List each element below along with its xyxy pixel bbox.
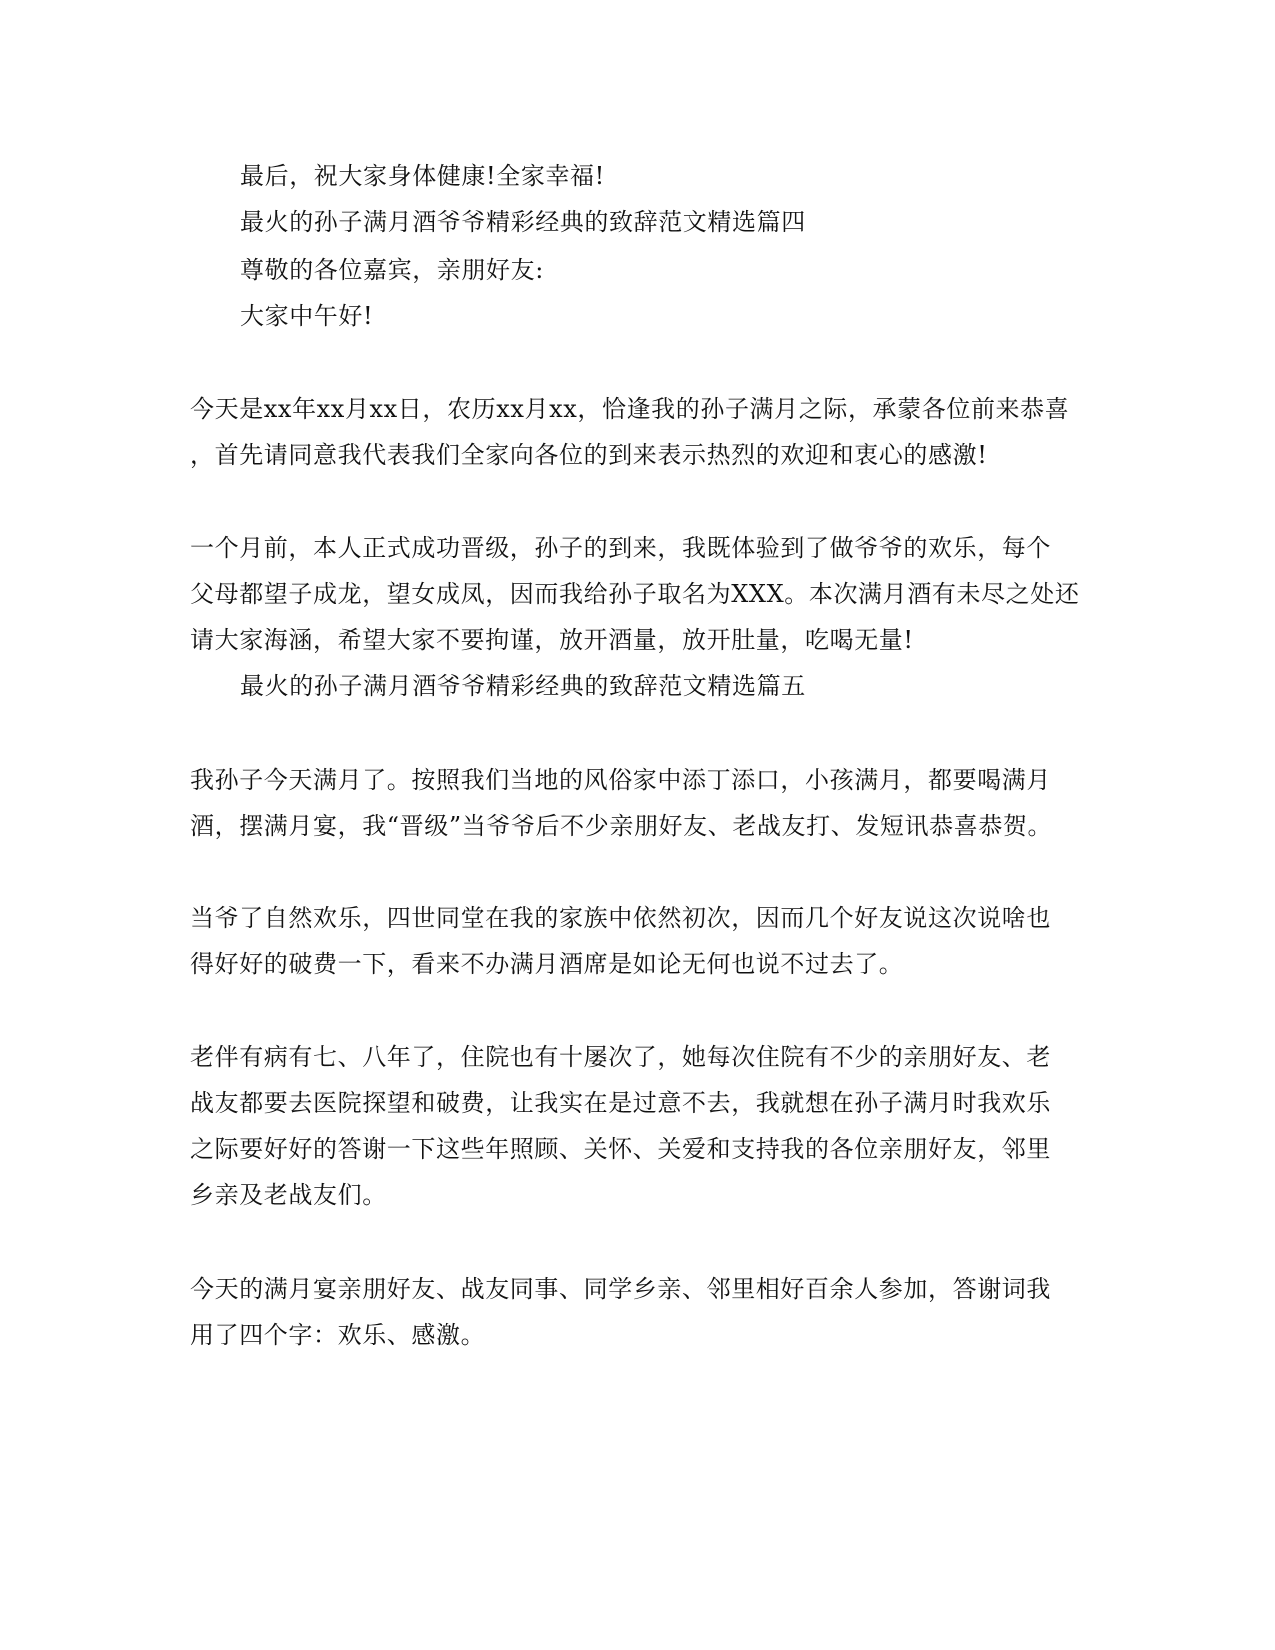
paragraph-line: 战友都要去医院探望和破费，让我实在是过意不去，我就想在孙子满月时我欢乐 [190, 1089, 1051, 1117]
paragraph-line: 老伴有病有七、八年了，住院也有十屡次了，她每次住院有不少的亲朋好友、老 [190, 1043, 1051, 1071]
paragraph-line: 今天的满月宴亲朋好友、战友同事、同学乡亲、邻里相好百余人参加，答谢词我 [190, 1275, 1051, 1303]
salutation-line: 尊敬的各位嘉宾，亲朋好友: [240, 256, 544, 284]
paragraph-line: 用了四个字：欢乐、感激。 [190, 1321, 486, 1349]
paragraph-line: 一个月前，本人正式成功晋级，孙子的到来，我既体验到了做爷爷的欢乐，每个 [190, 534, 1051, 562]
section-heading-4: 最火的孙子满月酒爷爷精彩经典的致辞范文精选篇四 [240, 208, 806, 236]
paragraph-line: 酒，摆满月宴，我“晋级”当爷爷后不少亲朋好友、老战友打、发短讯恭喜恭贺。 [190, 812, 1053, 840]
paragraph-line: 得好好的破费一下，看来不办满月酒席是如论无何也说不过去了。 [190, 950, 904, 978]
paragraph-line: 请大家海涵，希望大家不要拘谨，放开酒量，放开肚量，吃喝无量! [190, 626, 914, 654]
paragraph-line: 今天是xx年xx月xx日，农历xx月xx，恰逢我的孙子满月之际，承蒙各位前来恭喜 [190, 395, 1070, 423]
section-heading-5: 最火的孙子满月酒爷爷精彩经典的致辞范文精选篇五 [240, 672, 806, 700]
paragraph-line: ，首先请同意我代表我们全家向各位的到来表示热烈的欢迎和衷心的感激! [190, 441, 988, 469]
paragraph-line: 父母都望子成龙，望女成凤，因而我给孙子取名为XXX。本次满月酒有未尽之处还 [190, 580, 1080, 608]
paragraph-line: 当爷了自然欢乐，四世同堂在我的家族中依然初次，因而几个好友说这次说啥也 [190, 904, 1051, 932]
paragraph-line: 之际要好好的答谢一下这些年照顾、关怀、关爱和支持我的各位亲朋好友，邻里 [190, 1135, 1051, 1163]
closing-wish-line: 最后，祝大家身体健康!全家幸福! [240, 162, 605, 190]
greeting-line: 大家中午好! [240, 302, 374, 330]
paragraph-line: 乡亲及老战友们。 [190, 1181, 387, 1209]
paragraph-line: 我孙子今天满月了。按照我们当地的风俗家中添丁添口，小孩满月，都要喝满月 [190, 766, 1051, 794]
